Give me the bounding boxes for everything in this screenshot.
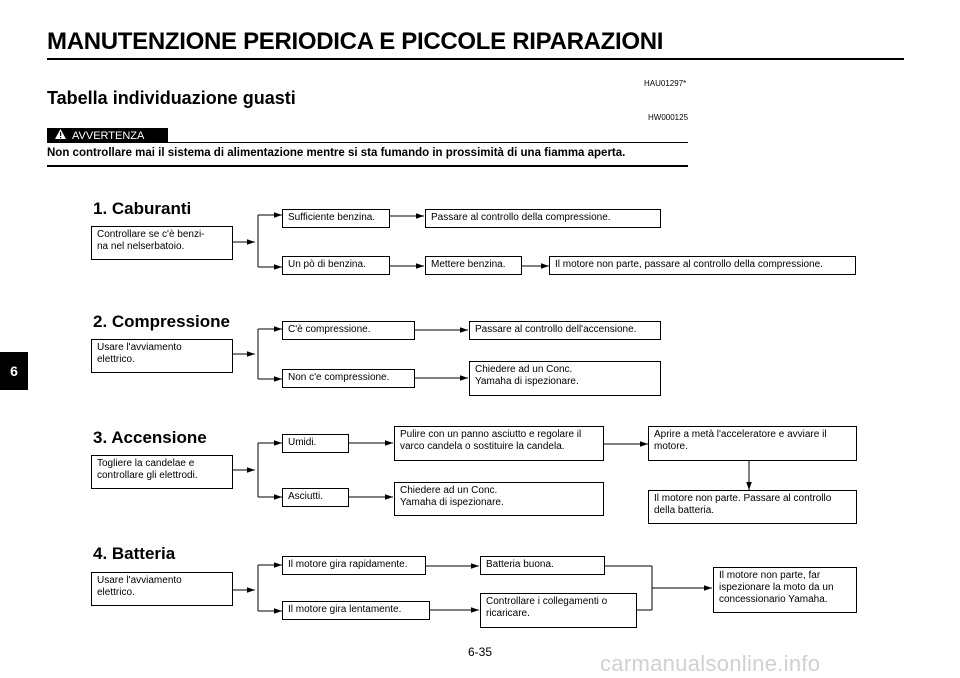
chapter-tab: 6	[0, 352, 28, 390]
s1-start-box: Controllare se c'è benzi- na nel nelserbatoio.	[91, 226, 233, 260]
s1-option-b-result: Mettere benzina.	[425, 256, 522, 275]
section-1-title: 1. Caburanti	[93, 199, 192, 218]
s4-option-b: Il motore gira lentamente.	[282, 601, 430, 620]
s3-option-a: Umidi.	[282, 434, 349, 453]
s1-option-a-result: Passare al controllo della compressione.	[425, 209, 661, 228]
s4-final-box: Il motore non parte, far ispezionare la moto da un concessionario Yamaha.	[713, 567, 857, 613]
s3-start-box: Togliere la candelae e controllare gli elettrodi.	[91, 455, 233, 489]
s3-option-a-result3: Il motore non parte. Passare al controllo della batteria.	[648, 490, 857, 524]
page-title: MANUTENZIONE PERIODICA E PICCOLE RIPARAZIONI	[47, 28, 664, 55]
s2-option-a-result: Passare al controllo dell'accensione.	[469, 321, 661, 340]
warning-label: AVVERTENZA	[72, 129, 145, 142]
s3-option-b-result: Chiedere ad un Conc. Yamaha di ispezionare.	[394, 482, 604, 516]
s2-option-b: Non c'e compressione.	[282, 369, 415, 388]
s2-start-box: Usare l'avviamento elettrico.	[91, 339, 233, 373]
s3-option-b: Asciutti.	[282, 488, 349, 507]
s4-option-a-result: Batteria buona.	[480, 556, 605, 575]
s1-option-b-result2: Il motore non parte, passare al controllo della compressione.	[549, 256, 856, 275]
s1-option-a: Sufficiente benzina.	[282, 209, 390, 228]
s4-start-box: Usare l'avviamento elettrico.	[91, 572, 233, 606]
s3-option-a-result: Pulire con un panno asciutto e regolare il varco candela o sostituire la candela.	[394, 426, 604, 461]
page-number: 6-35	[467, 645, 493, 659]
s1-option-b: Un pò di benzina.	[282, 256, 390, 275]
s3-option-a-result2: Aprire a metà l'acceleratore e avviare il motore.	[648, 426, 857, 461]
section-heading: Tabella individuazione guasti	[47, 88, 296, 108]
s4-option-a: Il motore gira rapidamente.	[282, 556, 426, 575]
warning-text: Non controllare mai il sistema di alimentazione mentre si sta fumando in prossimità di una fiamma aperta.	[47, 147, 626, 159]
s2-option-b-result: Chiedere ad un Conc. Yamaha di ispezionare.	[469, 361, 661, 396]
doc-code: HAU01297*	[644, 79, 687, 88]
warning-code: HW000125	[648, 113, 689, 122]
section-4-title: 4. Batteria	[93, 544, 176, 563]
section-3-title: 3. Accensione	[93, 428, 207, 447]
s4-option-b-result: Controllare i collegamenti o ricaricare.	[480, 593, 637, 628]
section-2-title: 2. Compressione	[93, 312, 230, 331]
s2-option-a: C'è compressione.	[282, 321, 415, 340]
watermark: carmanualsonline.info	[600, 651, 821, 676]
